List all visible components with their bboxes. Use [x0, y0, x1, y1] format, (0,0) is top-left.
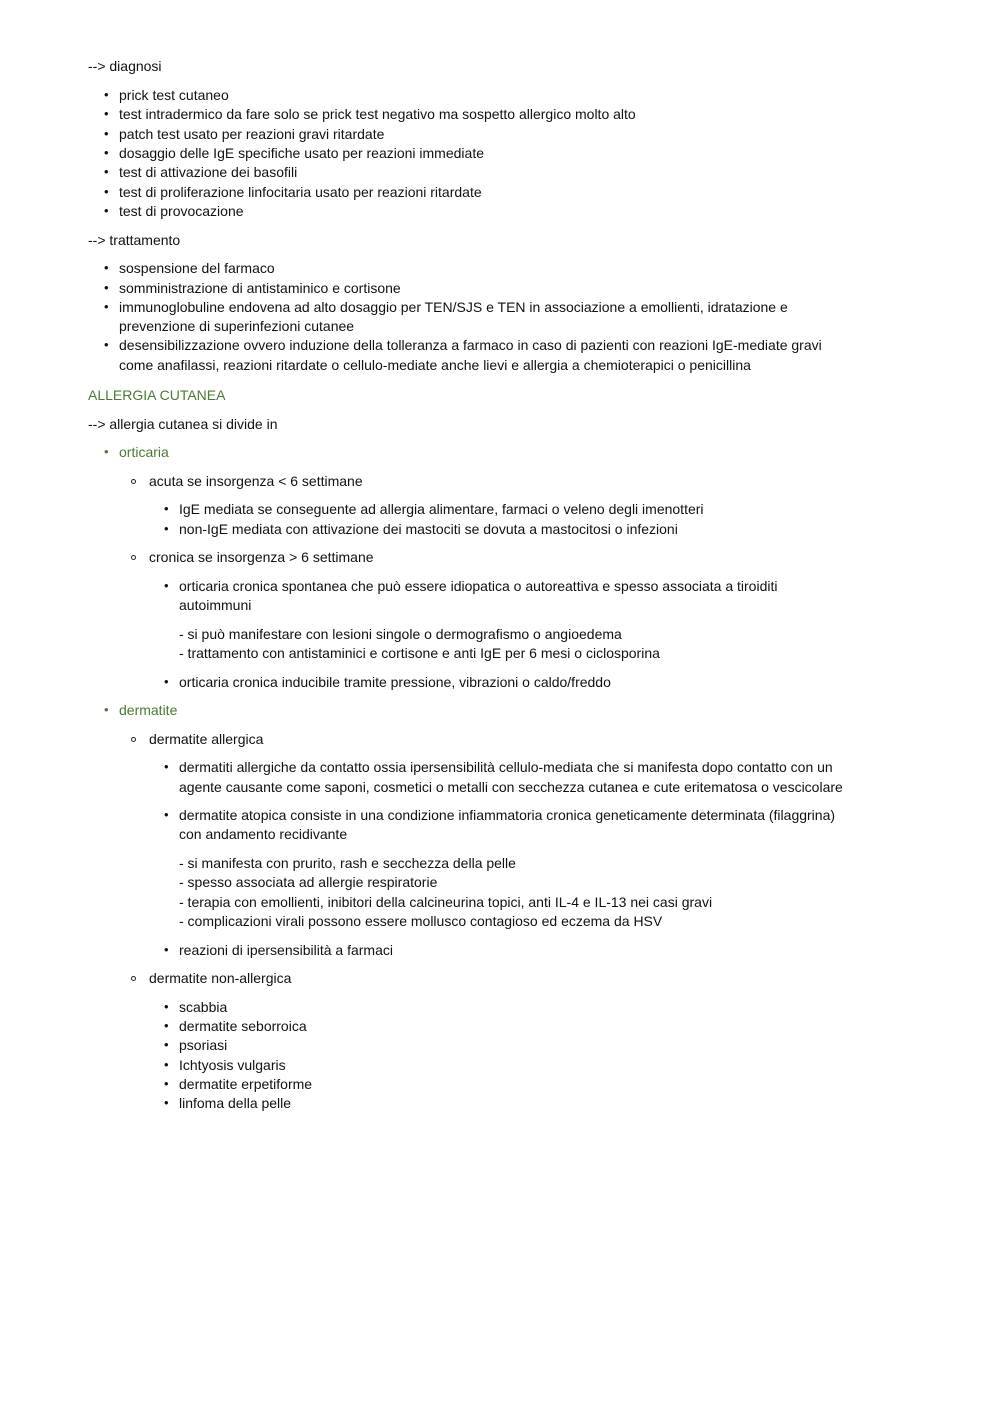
- list-item: dermatite non-allergica: [149, 970, 292, 986]
- list-item: test di proliferazione linfocitaria usato per reazioni ritardate: [119, 184, 482, 200]
- note-line: - si manifesta con prurito, rash e secchezza della pelle: [179, 855, 516, 871]
- bullet: •: [164, 759, 169, 774]
- circle-bullet: [131, 976, 136, 981]
- list-item: dermatite allergica: [149, 731, 264, 747]
- list-item: IgE mediata se conseguente ad allergia alimentare, farmaci o veleno degli imenotteri: [179, 501, 704, 517]
- list-item: somministrazione di antistaminico e cortisone: [119, 280, 401, 296]
- list-item: prick test cutaneo: [119, 87, 229, 103]
- list-item: desensibilizzazione ovvero induzione della tolleranza a farmaco in caso di pazienti con reazioni IgE-mediate gravi: [119, 337, 822, 353]
- bullet: •: [104, 126, 109, 141]
- list-item: psoriasi: [179, 1037, 228, 1053]
- bullet: •: [104, 87, 109, 102]
- list-item: test di attivazione dei basofili: [119, 164, 298, 180]
- list-item-continuation: prevenzione di superinfezioni cutanee: [119, 318, 355, 334]
- section-title: ALLERGIA CUTANEA: [88, 387, 226, 403]
- bullet: •: [164, 1057, 169, 1072]
- list-item: reazioni di ipersensibilità a farmaci: [179, 942, 393, 958]
- bullet: •: [104, 260, 109, 275]
- list-item: Ichtyosis vulgaris: [179, 1057, 286, 1073]
- list-item: dermatite atopica consiste in una condizione infiammatoria cronica geneticamente determinata (filaggrina): [179, 807, 836, 823]
- list-item: test intradermico da fare solo se prick test negativo ma sospetto allergico molto alto: [119, 106, 636, 122]
- circle-bullet: [131, 555, 136, 560]
- list-item-continuation: con andamento recidivante: [179, 826, 348, 842]
- trattamento-heading: --> trattamento: [88, 232, 181, 248]
- bullet: •: [164, 578, 169, 593]
- list-item: dermatite erpetiforme: [179, 1076, 313, 1092]
- bullet: •: [104, 106, 109, 121]
- bullet: •: [104, 164, 109, 179]
- bullet: •: [164, 674, 169, 689]
- dermatite-label: dermatite: [119, 702, 178, 718]
- bullet: •: [104, 444, 109, 459]
- list-item: immunoglobuline endovena ad alto dosaggio per TEN/SJS e TEN in associazione a emollienti, idratazione e: [119, 299, 788, 315]
- circle-bullet: [131, 737, 136, 742]
- list-item: patch test usato per reazioni gravi ritardate: [119, 126, 385, 142]
- bullet: •: [104, 145, 109, 160]
- list-item: dermatiti allergiche da contatto ossia ipersensibilità cellulo-mediata che si manifesta dopo contatto con un: [179, 759, 833, 775]
- bullet: •: [104, 337, 109, 352]
- note-line: - trattamento con antistaminici e cortisone e anti IgE per 6 mesi o ciclosporina: [179, 645, 660, 661]
- list-item-continuation: agente causante come saponi, cosmetici o metalli con secchezza cutanea e cute eritematosa o vescicolare: [179, 779, 843, 795]
- bullet: •: [164, 999, 169, 1014]
- bullet: •: [164, 521, 169, 536]
- list-item: cronica se insorgenza > 6 settimane: [149, 549, 374, 565]
- bullet: •: [164, 1018, 169, 1033]
- bullet: •: [164, 1076, 169, 1091]
- bullet: •: [164, 501, 169, 516]
- orticaria-label: orticaria: [119, 444, 169, 460]
- list-item: orticaria cronica inducibile tramite pressione, vibrazioni o caldo/freddo: [179, 674, 611, 690]
- list-item: test di provocazione: [119, 203, 244, 219]
- list-item: non-IgE mediata con attivazione dei mastociti se dovuta a mastocitosi o infezioni: [179, 521, 678, 537]
- list-item-continuation: autoimmuni: [179, 597, 252, 613]
- section-intro: --> allergia cutanea si divide in: [88, 416, 278, 432]
- bullet: •: [104, 299, 109, 314]
- list-item: dosaggio delle IgE specifiche usato per reazioni immediate: [119, 145, 484, 161]
- list-item: linfoma della pelle: [179, 1095, 292, 1111]
- bullet: •: [104, 184, 109, 199]
- note-line: - spesso associata ad allergie respiratorie: [179, 874, 438, 890]
- bullet: •: [104, 280, 109, 295]
- bullet: •: [164, 807, 169, 822]
- list-item: sospensione del farmaco: [119, 260, 275, 276]
- bullet: •: [104, 702, 109, 717]
- bullet: •: [104, 203, 109, 218]
- note-line: - si può manifestare con lesioni singole o dermografismo o angioedema: [179, 626, 622, 642]
- note-line: - complicazioni virali possono essere mollusco contagioso ed eczema da HSV: [179, 913, 663, 929]
- list-item: scabbia: [179, 999, 228, 1015]
- note-line: - terapia con emollienti, inibitori della calcineurina topici, anti IL-4 e IL-13 nei casi gravi: [179, 894, 713, 910]
- bullet: •: [164, 1095, 169, 1110]
- bullet: •: [164, 942, 169, 957]
- list-item: orticaria cronica spontanea che può essere idiopatica o autoreattiva e spesso associata a tiroiditi: [179, 578, 778, 594]
- circle-bullet: [131, 479, 136, 484]
- list-item-continuation: come anafilassi, reazioni ritardate o cellulo-mediate anche lievi e allergia a chemioterapici o penicillina: [119, 357, 751, 373]
- diagnosi-heading: --> diagnosi: [88, 58, 162, 74]
- list-item: acuta se insorgenza < 6 settimane: [149, 473, 363, 489]
- list-item: dermatite seborroica: [179, 1018, 307, 1034]
- bullet: •: [164, 1037, 169, 1052]
